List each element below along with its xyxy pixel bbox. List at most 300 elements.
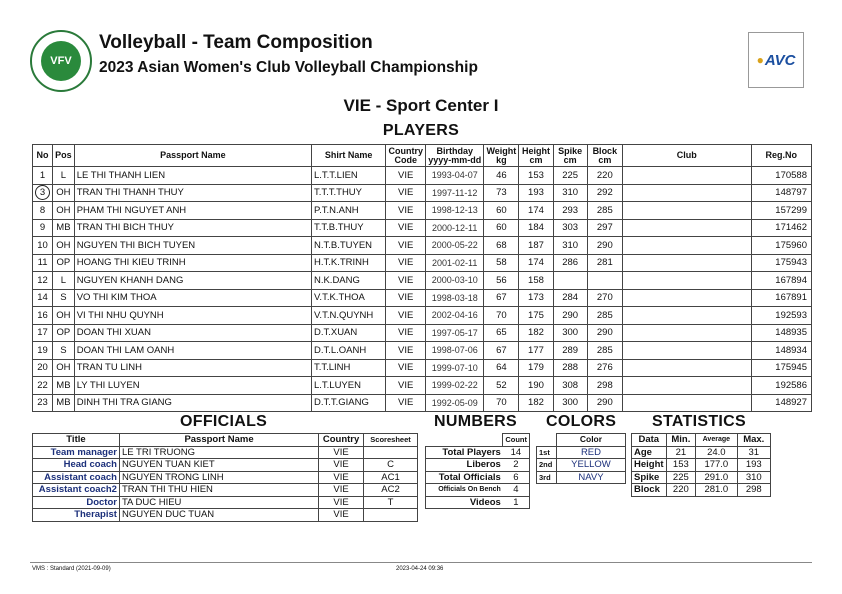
player-club bbox=[622, 394, 751, 412]
player-row bbox=[33, 219, 812, 237]
player-position: OH bbox=[53, 184, 75, 202]
player-country: VIE bbox=[386, 219, 426, 237]
player-reg-no: 175945 bbox=[751, 359, 811, 377]
official-row bbox=[33, 446, 418, 459]
player-reg-no: 192593 bbox=[751, 307, 811, 325]
player-block: 297 bbox=[587, 219, 622, 237]
player-birthday: 2002-04-16 bbox=[426, 307, 484, 325]
player-club bbox=[622, 272, 751, 290]
official-title: Assistant coach bbox=[33, 471, 120, 484]
players-section-title: PLAYERS bbox=[382, 122, 460, 139]
player-country: VIE bbox=[386, 254, 426, 272]
col-birthday bbox=[426, 145, 484, 167]
player-height: 187 bbox=[519, 237, 553, 255]
player-no bbox=[33, 184, 53, 202]
player-spike: 293 bbox=[553, 202, 587, 220]
player-reg-no: 171462 bbox=[751, 219, 811, 237]
player-row bbox=[33, 359, 812, 377]
player-shirt-name: V.T.K.THOA bbox=[311, 289, 385, 307]
player-passport-name: HOANG THI KIEU TRINH bbox=[74, 254, 311, 272]
player-shirt-name: T.T.T.THUY bbox=[311, 184, 385, 202]
player-spike: 300 bbox=[553, 394, 587, 412]
player-shirt-name: T.T.LINH bbox=[311, 359, 385, 377]
color-order: 1st bbox=[537, 446, 557, 459]
player-row bbox=[33, 202, 812, 220]
player-birthday: 1992-05-09 bbox=[426, 394, 484, 412]
player-passport-name: TRAN THI THANH THUY bbox=[74, 184, 311, 202]
col-block-line1: Block bbox=[592, 145, 618, 156]
col-min: Min. bbox=[666, 434, 696, 447]
player-no-value: 11 bbox=[37, 257, 48, 269]
player-no-value: 12 bbox=[37, 274, 48, 286]
player-weight: 67 bbox=[484, 289, 519, 307]
jersey-color: NAVY bbox=[556, 471, 625, 484]
numbers-header-blank bbox=[426, 434, 503, 447]
col-spike bbox=[553, 145, 587, 167]
col-passport-name: Passport Name bbox=[74, 145, 311, 167]
player-weight: 46 bbox=[484, 167, 519, 185]
col-height bbox=[519, 145, 553, 167]
player-no bbox=[33, 167, 53, 185]
player-reg-no: 167891 bbox=[751, 289, 811, 307]
player-height: 174 bbox=[519, 254, 553, 272]
player-no bbox=[33, 202, 53, 220]
player-no-value: 10 bbox=[37, 239, 48, 251]
colors-section-title: COLORS bbox=[546, 413, 617, 430]
colors-table bbox=[536, 433, 626, 484]
player-position: S bbox=[53, 289, 75, 307]
numbers-row bbox=[426, 446, 530, 459]
player-passport-name: DINH THI TRA GIANG bbox=[74, 394, 311, 412]
player-country: VIE bbox=[386, 202, 426, 220]
official-passport-name: TA DUC HIEU bbox=[119, 496, 318, 509]
player-position: OH bbox=[53, 307, 75, 325]
player-country: VIE bbox=[386, 342, 426, 360]
championship-name: 2023 Asian Women's Club Volleyball Championship bbox=[99, 59, 478, 76]
col-block-line2: cm bbox=[598, 154, 612, 165]
stat-min: 225 bbox=[666, 471, 696, 484]
stat-min: 21 bbox=[666, 446, 696, 459]
player-passport-name: DOAN THI LAM OANH bbox=[74, 342, 311, 360]
player-shirt-name: T.T.B.THUY bbox=[311, 219, 385, 237]
stat-max: 31 bbox=[737, 446, 770, 459]
player-no-value: 17 bbox=[37, 327, 48, 339]
player-block: 290 bbox=[587, 324, 622, 342]
col-reg-no: Reg.No bbox=[751, 145, 811, 167]
player-birthday: 2001-02-11 bbox=[426, 254, 484, 272]
stat-name: Spike bbox=[632, 471, 667, 484]
colors-row bbox=[537, 471, 626, 484]
player-position: OH bbox=[53, 202, 75, 220]
player-row bbox=[33, 342, 812, 360]
player-passport-name: TRAN THI BICH THUY bbox=[74, 219, 311, 237]
player-spike: 303 bbox=[553, 219, 587, 237]
player-no-value: 1 bbox=[39, 169, 46, 181]
player-row bbox=[33, 307, 812, 325]
official-passport-name: NGUYEN TUAN KIET bbox=[119, 459, 318, 472]
statistics-header-row bbox=[632, 434, 771, 447]
player-weight: 60 bbox=[484, 202, 519, 220]
player-position: OH bbox=[53, 237, 75, 255]
player-passport-name: LY THI LUYEN bbox=[74, 377, 311, 395]
col-official-country: Country bbox=[319, 434, 364, 447]
official-scoresheet: C bbox=[364, 459, 418, 472]
avc-logo bbox=[748, 32, 804, 88]
player-no-value: 16 bbox=[37, 309, 48, 321]
col-weight-line2: kg bbox=[496, 154, 507, 165]
player-shirt-name: L.T.LUYEN bbox=[311, 377, 385, 395]
numbers-section-title: NUMBERS bbox=[434, 413, 517, 430]
player-row bbox=[33, 289, 812, 307]
numbers-label: Liberos bbox=[426, 459, 503, 472]
player-spike: 290 bbox=[553, 307, 587, 325]
col-spike-line1: Spike bbox=[558, 145, 583, 156]
player-block: 290 bbox=[587, 394, 622, 412]
player-no bbox=[33, 254, 53, 272]
official-country: VIE bbox=[319, 446, 364, 459]
stat-average: 177.0 bbox=[696, 459, 737, 472]
official-country: VIE bbox=[319, 471, 364, 484]
official-passport-name: NGUYEN TRONG LINH bbox=[119, 471, 318, 484]
official-scoresheet: T bbox=[364, 496, 418, 509]
officials-section-title: OFFICIALS bbox=[180, 413, 268, 430]
player-spike bbox=[553, 272, 587, 290]
col-spike-line2: cm bbox=[563, 154, 577, 165]
stat-max: 193 bbox=[737, 459, 770, 472]
officials-table bbox=[32, 433, 418, 522]
numbers-count: 1 bbox=[503, 496, 530, 509]
player-block: 220 bbox=[587, 167, 622, 185]
player-club bbox=[622, 377, 751, 395]
player-country: VIE bbox=[386, 184, 426, 202]
player-reg-no: 148927 bbox=[751, 394, 811, 412]
player-no-value: 23 bbox=[37, 397, 48, 409]
player-row bbox=[33, 167, 812, 185]
statistics-table bbox=[631, 433, 771, 497]
player-spike: 310 bbox=[553, 237, 587, 255]
numbers-row bbox=[426, 471, 530, 484]
player-club bbox=[622, 184, 751, 202]
player-block: 285 bbox=[587, 202, 622, 220]
player-shirt-name: L.T.T.LIEN bbox=[311, 167, 385, 185]
numbers-label: Videos bbox=[426, 496, 503, 509]
player-position: MB bbox=[53, 219, 75, 237]
player-block: 285 bbox=[587, 307, 622, 325]
player-row bbox=[33, 184, 812, 202]
official-scoresheet bbox=[364, 509, 418, 522]
player-spike: 300 bbox=[553, 324, 587, 342]
statistics-section-title: STATISTICS bbox=[652, 413, 746, 430]
official-passport-name: TRAN THI THU HIEN bbox=[119, 484, 318, 497]
player-weight: 60 bbox=[484, 219, 519, 237]
avc-logo-text: AVC bbox=[764, 51, 796, 69]
col-data: Data bbox=[632, 434, 667, 447]
volleyball-icon: ● bbox=[756, 53, 764, 67]
player-weight: 73 bbox=[484, 184, 519, 202]
player-position: OP bbox=[53, 324, 75, 342]
player-birthday: 1998-07-06 bbox=[426, 342, 484, 360]
stat-name: Block bbox=[632, 484, 667, 497]
player-block: 270 bbox=[587, 289, 622, 307]
official-country: VIE bbox=[319, 496, 364, 509]
numbers-count: 2 bbox=[503, 459, 530, 472]
player-reg-no: 148934 bbox=[751, 342, 811, 360]
player-country: VIE bbox=[386, 394, 426, 412]
player-reg-no: 175960 bbox=[751, 237, 811, 255]
officials-header-row bbox=[33, 434, 418, 447]
player-no-value: 9 bbox=[39, 222, 46, 234]
numbers-table bbox=[425, 433, 530, 509]
player-no-value: 8 bbox=[39, 204, 46, 216]
player-row bbox=[33, 272, 812, 290]
jersey-color: RED bbox=[556, 446, 625, 459]
col-country-code bbox=[386, 145, 426, 167]
document-title: Volleyball - Team Composition bbox=[99, 32, 373, 53]
player-reg-no: 170588 bbox=[751, 167, 811, 185]
col-block bbox=[587, 145, 622, 167]
player-club bbox=[622, 167, 751, 185]
player-birthday: 1999-02-22 bbox=[426, 377, 484, 395]
player-weight: 70 bbox=[484, 307, 519, 325]
official-scoresheet: AC2 bbox=[364, 484, 418, 497]
statistics-row bbox=[632, 484, 771, 497]
stat-min: 220 bbox=[666, 484, 696, 497]
player-shirt-name: P.T.N.ANH bbox=[311, 202, 385, 220]
player-reg-no: 175943 bbox=[751, 254, 811, 272]
player-country: VIE bbox=[386, 272, 426, 290]
player-no bbox=[33, 307, 53, 325]
player-shirt-name: N.K.DANG bbox=[311, 272, 385, 290]
player-height: 173 bbox=[519, 289, 553, 307]
player-club bbox=[622, 237, 751, 255]
player-passport-name: DOAN THI XUAN bbox=[74, 324, 311, 342]
player-passport-name: PHAM THI NGUYET ANH bbox=[74, 202, 311, 220]
player-height: 177 bbox=[519, 342, 553, 360]
col-max: Max. bbox=[737, 434, 770, 447]
col-pos: Pos bbox=[53, 145, 75, 167]
player-passport-name: VI THI NHU QUYNH bbox=[74, 307, 311, 325]
col-scoresheet: Scoresheet bbox=[364, 434, 418, 447]
official-row bbox=[33, 509, 418, 522]
numbers-label: Total Officials bbox=[426, 471, 503, 484]
player-row bbox=[33, 254, 812, 272]
col-height-line1: Height bbox=[521, 145, 550, 156]
official-scoresheet: AC1 bbox=[364, 471, 418, 484]
player-position: L bbox=[53, 272, 75, 290]
player-birthday: 2000-05-22 bbox=[426, 237, 484, 255]
player-height: 182 bbox=[519, 394, 553, 412]
player-position: MB bbox=[53, 394, 75, 412]
stat-name: Height bbox=[632, 459, 667, 472]
player-passport-name: VO THI KIM THOA bbox=[74, 289, 311, 307]
player-shirt-name: D.T.XUAN bbox=[311, 324, 385, 342]
stat-average: 24.0 bbox=[696, 446, 737, 459]
numbers-count: 6 bbox=[503, 471, 530, 484]
player-no bbox=[33, 272, 53, 290]
col-birthday-line2: yyyy-mm-dd bbox=[428, 154, 482, 165]
player-no bbox=[33, 359, 53, 377]
player-no-value: 20 bbox=[37, 362, 48, 374]
player-shirt-name: D.T.T.GIANG bbox=[311, 394, 385, 412]
player-birthday: 1999-07-10 bbox=[426, 359, 484, 377]
statistics-row bbox=[632, 471, 771, 484]
player-country: VIE bbox=[386, 289, 426, 307]
vfv-logo-text: VFV bbox=[41, 41, 81, 81]
player-spike: 225 bbox=[553, 167, 587, 185]
player-country: VIE bbox=[386, 167, 426, 185]
player-height: 182 bbox=[519, 324, 553, 342]
col-club: Club bbox=[622, 145, 751, 167]
col-country-line2: Code bbox=[394, 154, 417, 165]
player-weight: 58 bbox=[484, 254, 519, 272]
player-position: L bbox=[53, 167, 75, 185]
col-country-line1: Country bbox=[388, 145, 423, 156]
player-weight: 65 bbox=[484, 324, 519, 342]
stat-name: Age bbox=[632, 446, 667, 459]
vfv-logo bbox=[30, 30, 92, 92]
player-no bbox=[33, 219, 53, 237]
player-birthday: 1997-11-12 bbox=[426, 184, 484, 202]
col-no: No bbox=[33, 145, 53, 167]
player-row bbox=[33, 324, 812, 342]
player-block: 285 bbox=[587, 342, 622, 360]
col-birthday-line1: Birthday bbox=[436, 145, 473, 156]
player-height: 190 bbox=[519, 377, 553, 395]
player-block: 276 bbox=[587, 359, 622, 377]
player-row bbox=[33, 377, 812, 395]
official-title: Assistant coach2 bbox=[33, 484, 120, 497]
player-position: OP bbox=[53, 254, 75, 272]
stat-max: 298 bbox=[737, 484, 770, 497]
official-scoresheet bbox=[364, 446, 418, 459]
col-average: Average bbox=[696, 434, 737, 447]
numbers-count: 4 bbox=[503, 484, 530, 497]
player-birthday: 1997-05-17 bbox=[426, 324, 484, 342]
player-country: VIE bbox=[386, 359, 426, 377]
player-weight: 64 bbox=[484, 359, 519, 377]
player-height: 158 bbox=[519, 272, 553, 290]
official-passport-name: LE TRI TRUONG bbox=[119, 446, 318, 459]
player-no bbox=[33, 377, 53, 395]
player-no bbox=[33, 289, 53, 307]
player-weight: 67 bbox=[484, 342, 519, 360]
player-spike: 286 bbox=[553, 254, 587, 272]
player-country: VIE bbox=[386, 377, 426, 395]
footer-version: VMS : Standard (2021-09-09) bbox=[32, 566, 111, 572]
player-birthday: 1993-04-07 bbox=[426, 167, 484, 185]
player-weight: 52 bbox=[484, 377, 519, 395]
player-weight: 56 bbox=[484, 272, 519, 290]
footer-timestamp: 2023-04-24 09:36 bbox=[396, 566, 444, 572]
player-no bbox=[33, 324, 53, 342]
player-no-value: 22 bbox=[37, 379, 48, 391]
player-no-value: 19 bbox=[37, 344, 48, 356]
player-position: S bbox=[53, 342, 75, 360]
player-weight: 68 bbox=[484, 237, 519, 255]
player-height: 175 bbox=[519, 307, 553, 325]
player-spike: 310 bbox=[553, 184, 587, 202]
player-birthday: 1998-12-13 bbox=[426, 202, 484, 220]
team-name: VIE - Sport Center I bbox=[343, 96, 499, 115]
player-height: 174 bbox=[519, 202, 553, 220]
numbers-header-row bbox=[426, 434, 530, 447]
player-passport-name: TRAN TU LINH bbox=[74, 359, 311, 377]
player-club bbox=[622, 342, 751, 360]
player-country: VIE bbox=[386, 307, 426, 325]
numbers-row bbox=[426, 496, 530, 509]
player-block: 281 bbox=[587, 254, 622, 272]
numbers-label: Total Players bbox=[426, 446, 503, 459]
player-birthday: 2000-03-10 bbox=[426, 272, 484, 290]
player-no bbox=[33, 342, 53, 360]
player-shirt-name: H.T.K.TRINH bbox=[311, 254, 385, 272]
player-birthday: 1998-03-18 bbox=[426, 289, 484, 307]
player-club bbox=[622, 359, 751, 377]
col-weight bbox=[484, 145, 519, 167]
player-position: OH bbox=[53, 359, 75, 377]
player-reg-no: 192586 bbox=[751, 377, 811, 395]
official-country: VIE bbox=[319, 509, 364, 522]
footer-divider bbox=[30, 562, 812, 563]
player-spike: 284 bbox=[553, 289, 587, 307]
player-no-value: 3 bbox=[35, 185, 50, 200]
players-table bbox=[32, 144, 812, 412]
player-passport-name: NGUYEN KHANH DANG bbox=[74, 272, 311, 290]
player-spike: 308 bbox=[553, 377, 587, 395]
player-club bbox=[622, 202, 751, 220]
statistics-row bbox=[632, 459, 771, 472]
player-block: 298 bbox=[587, 377, 622, 395]
player-passport-name: NGUYEN THI BICH TUYEN bbox=[74, 237, 311, 255]
player-height: 193 bbox=[519, 184, 553, 202]
official-passport-name: NGUYEN DUC TUAN bbox=[119, 509, 318, 522]
col-title: Title bbox=[33, 434, 120, 447]
col-shirt-name: Shirt Name bbox=[311, 145, 385, 167]
official-title: Team manager bbox=[33, 446, 120, 459]
player-shirt-name: V.T.N.QUYNH bbox=[311, 307, 385, 325]
colors-header-row bbox=[537, 434, 626, 447]
player-club bbox=[622, 254, 751, 272]
colors-row bbox=[537, 446, 626, 459]
player-reg-no: 157299 bbox=[751, 202, 811, 220]
stat-average: 281.0 bbox=[696, 484, 737, 497]
player-club bbox=[622, 289, 751, 307]
player-birthday: 2000-12-11 bbox=[426, 219, 484, 237]
stat-average: 291.0 bbox=[696, 471, 737, 484]
col-count: Count bbox=[503, 434, 530, 447]
player-club bbox=[622, 219, 751, 237]
stat-min: 153 bbox=[666, 459, 696, 472]
player-spike: 289 bbox=[553, 342, 587, 360]
player-block: 292 bbox=[587, 184, 622, 202]
stat-max: 310 bbox=[737, 471, 770, 484]
official-row bbox=[33, 459, 418, 472]
official-row bbox=[33, 484, 418, 497]
numbers-row bbox=[426, 484, 530, 497]
player-spike: 288 bbox=[553, 359, 587, 377]
player-block bbox=[587, 272, 622, 290]
player-reg-no: 148935 bbox=[751, 324, 811, 342]
statistics-row bbox=[632, 446, 771, 459]
player-weight: 70 bbox=[484, 394, 519, 412]
official-title: Doctor bbox=[33, 496, 120, 509]
player-row bbox=[33, 237, 812, 255]
official-row bbox=[33, 496, 418, 509]
player-passport-name: LE THI THANH LIEN bbox=[74, 167, 311, 185]
player-height: 153 bbox=[519, 167, 553, 185]
color-order: 3rd bbox=[537, 471, 557, 484]
player-no bbox=[33, 237, 53, 255]
